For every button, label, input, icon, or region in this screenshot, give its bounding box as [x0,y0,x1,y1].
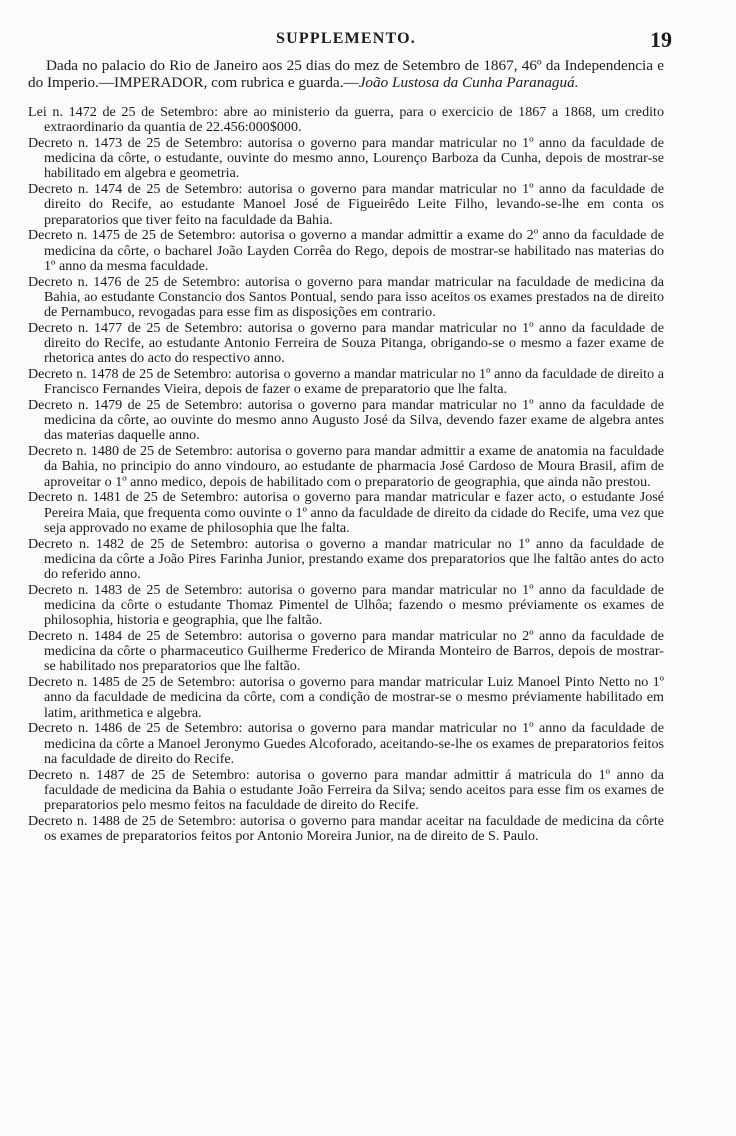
decree-entry: Decreto n. 1487 de 25 de Setembro: autorisa o governo para mandar admittir á matricula do 1º anno da faculdade de medicina da Bahia o estudante João Ferreira da Silva; sendo aceitos para esse fim os exames de preparatorios pelo mesmo feitos na faculdade de direito do Recife. [28,766,664,814]
intro-paragraph [28,58,664,91]
decree-entry: Decreto n. 1485 de 25 de Setembro: autorisa o governo para mandar matricular Luiz Manoel Pinto Netto no 1º anno da faculdade de medicina da côrte, com a condição de mostrar-se o mesmo préviamente habilitado em latim, arithmetica e algebra. [28,674,664,721]
decree-entry: Decreto n. 1486 de 25 de Setembro: autorisa o governo para mandar matricular no 1º anno da faculdade de medicina da côrte a Manoel Jeronymo Guedes Alcoforado, aceitando-se-lhe os exames de preparatorios feitos na faculdade de direito do Recife. [28,720,664,767]
decree-entry: Decreto n. 1481 de 25 de Setembro: autorisa o governo para mandar matricular e fazer acto, o estudante José Pereira Maia, que frequenta como ouvinte o 1º anno da faculdade de direito da cidade do Recife, uma vez que seja approvado no exame de philosophia que lhe falta. [28,489,664,536]
page-header [28,27,672,58]
decree-entry: Decreto n. 1474 de 25 de Setembro: autorisa o governo para mandar matricular no 1º anno da faculdade de direito do Recife, ao estudante Manoel José de Figueirêdo Leite Filho, levando-se-lhe em conta os preparatorios que tiver feito na faculdade da Bahia. [28,181,664,228]
decree-entry: Decreto n. 1483 de 25 de Setembro: autorisa o governo para mandar matricular no 1º anno da faculdade de medicina da côrte o estudante Thomaz Pimentel de Ulhôa; fazendo o mesmo préviamente os exames de philosophia, historia e geographia, que lhe faltão. [28,581,664,629]
decree-entry: Decreto n. 1473 de 25 de Setembro: autorisa o governo para mandar matricular no 1º anno da faculdade de medicina da côrte, o estudante, ouvinte do mesmo anno, Lourenço Barboza da Cunha, depois de mostrar-se habilitado em algebra e geometria. [28,135,664,182]
intro-text: Dada no palacio do Rio de Janeiro aos 25 dias do mez de Setembro de 1867, 46º da Independencia e do Imperio.—IMPERADOR, com rubrica e guarda.— [28,57,664,91]
decree-entry: Decreto n. 1488 de 25 de Setembro: autorisa o governo para mandar aceitar na faculdade de medicina da côrte os exames de preparatorios feitos por Antonio Moreira Junior, na de direito de S. Paulo. [28,812,664,845]
decree-entry: Lei n. 1472 de 25 de Setembro: abre ao ministerio da guerra, para o exercicio de 1867 a 1868, um credito extraordinario da quantia de 22.456:000$000. [28,104,664,136]
decree-entry: Decreto n. 1479 de 25 de Setembro: autorisa o governo para mandar matricular no 1º anno da faculdade de medicina da côrte, ao ouvinte do mesmo anno Augusto José da Silva, devendo fazer exame de algebra antes das materias daquelle anno. [28,397,664,444]
document-page [28,27,672,845]
decree-list [28,105,664,844]
decree-entry: Decreto n. 1478 de 25 de Setembro: autorisa o governo a mandar matricular no 1º anno da faculdade de direito a Francisco Fernandes Vieira, depois de fazer o exame de preparatorio que lhe falta. [28,366,664,398]
running-title: SUPPLEMENTO. [276,30,416,47]
decree-entry: Decreto n. 1475 de 25 de Setembro: autorisa o governo a mandar admittir a exame do 2º anno da faculdade de medicina da côrte, o bacharel João Layden Corrêa do Rego, depois de mostrar-se habilitado nas materias do 1º anno da mesma faculdade. [28,227,664,274]
decree-entry: Decreto n. 1477 de 25 de Setembro: autorisa o governo para mandar matricular no 1º anno da faculdade de direito do Recife, ao estudante Antonio Ferreira de Souza Pitanga, obrigando-se o mesmo a fazer exame de rhetorica antes do acto do respectivo anno. [28,319,664,367]
decree-entry: Decreto n. 1480 de 25 de Setembro: autorisa o governo para mandar admittir a exame de anatomia na faculdade da Bahia, no principio do anno vindouro, ao estudante de pharmacia José Cardoso de Moura Brasil, afim de aproveitar o 1º anno medico, depois de habilitado com o preparatorio de geographia, que ainda não prestou. [28,443,664,490]
intro-signature: João Lustosa da Cunha Paranaguá. [358,73,579,91]
page-number: 19 [650,27,672,52]
decree-entry: Decreto n. 1484 de 25 de Setembro: autorisa o governo para mandar matricular no 2º anno da faculdade de medicina da côrte o pharmaceutico Guilherme Frederico de Miranda Monteiro de Barros, depois de mostrar-se habilitado nos preparatorios que lhe faltão. [28,628,664,675]
decree-entry: Decreto n. 1476 de 25 de Setembro: autorisa o governo para mandar matricular na faculdade de medicina da Bahia, ao estudante Constancio dos Santos Pontual, sendo para isso aceitos os exames prestados na de direito de Pernambuco, revogadas para esse fim as disposições em contrario. [28,273,664,321]
decree-entry: Decreto n. 1482 de 25 de Setembro: autorisa o governo a mandar matricular no 1º anno da faculdade de medicina da côrte a João Pires Farinha Junior, prestando exame dos preparatorios que lhe faltão antes do acto do referido anno. [28,535,664,583]
